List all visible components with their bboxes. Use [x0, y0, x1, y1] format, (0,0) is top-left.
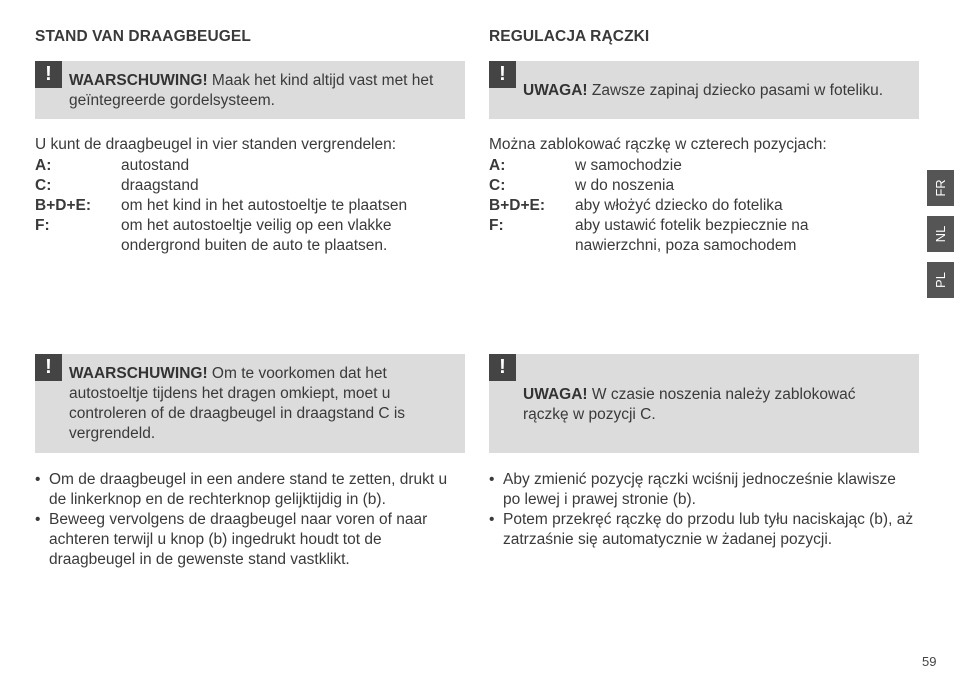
section-heading: STAND VAN DRAAGBEUGEL: [35, 28, 251, 45]
instruction-list: [489, 470, 919, 550]
position-key: F:: [35, 217, 50, 234]
instruction-text: Om de draagbeugel in een andere stand te zetten, drukt u de linkerknop en de rechterknop gelijktijdig in (b).: [49, 471, 448, 508]
position-value: w samochodzie: [575, 157, 682, 174]
positions-list: [35, 156, 465, 256]
instruction-item: [35, 510, 457, 570]
position-item: [489, 176, 919, 196]
instruction-text: Potem przekręć rączkę do przodu lub tyłu naciskając (b), aż zatrzaśnie się automatycznie w żadanej pozycji.: [503, 511, 914, 548]
position-item: [489, 196, 919, 216]
position-item: [35, 176, 465, 196]
language-tab-label: NL: [932, 225, 948, 243]
warning-body: Zawsze zapinaj dziecko pasami w foteliku.: [587, 82, 884, 99]
position-value: aby ustawić fotelik bezpiecznie na nawierzchni, poza samochodem: [575, 217, 809, 254]
instruction-text: Aby zmienić pozycję rączki wciśnij jednocześnie klawisze po lewej i prawej stronie (b).: [503, 471, 896, 508]
warning-body: Maak het kind altijd vast met het geïntegreerde gordelsysteem.: [69, 72, 434, 109]
instruction-list: [35, 470, 465, 570]
position-key: F:: [489, 217, 504, 234]
language-tab-label: FR: [932, 179, 948, 197]
position-value: autostand: [121, 157, 190, 174]
bullet-mark: •: [489, 511, 495, 528]
position-key: C:: [489, 177, 506, 194]
position-key: B+D+E:: [489, 197, 545, 214]
warning-icon: !: [35, 61, 62, 88]
warning-box: [489, 354, 919, 453]
position-value: aby włożyć dziecko do fotelika: [575, 197, 783, 214]
position-key: A:: [35, 157, 52, 174]
warning-icon: !: [489, 354, 516, 381]
position-key: C:: [35, 177, 52, 194]
bullet-mark: •: [35, 511, 41, 528]
instruction-item: [35, 470, 449, 510]
warning-label: WAARSCHUWING!: [69, 72, 208, 89]
position-item: [35, 216, 465, 256]
warning-box: [35, 354, 465, 453]
warning-icon: !: [489, 61, 516, 88]
position-item: [489, 216, 919, 256]
warning-text: [523, 385, 893, 425]
warning-body: W czasie noszenia należy zablokować rączkę w pozycji C.: [523, 386, 856, 423]
warning-text: [69, 364, 439, 444]
position-value: w do noszenia: [575, 177, 675, 194]
position-item: [35, 196, 465, 216]
warning-text: [523, 81, 915, 101]
warning-icon: !: [35, 354, 62, 381]
positions-list: [489, 156, 919, 256]
language-tab-fr[interactable]: [927, 170, 954, 206]
warning-body: Om te voorkomen dat het autostoeltje tijdens het dragen omkiept, moet u controleren of de draagbeugel in draagstand C is vergrendeld.: [69, 365, 406, 442]
position-key: B+D+E:: [35, 197, 91, 214]
language-tab-label: PL: [932, 272, 948, 288]
positions-intro: Można zablokować rączkę w czterech pozycjach:: [489, 136, 827, 153]
bullet-mark: •: [489, 471, 495, 488]
page-number: 59: [922, 654, 937, 669]
warning-label: UWAGA!: [523, 82, 588, 99]
position-value: draagstand: [121, 177, 199, 194]
warning-box: [35, 61, 465, 119]
instruction-item: [489, 470, 903, 510]
position-item: [489, 156, 919, 176]
instruction-item: [489, 510, 931, 550]
language-tab-pl[interactable]: [927, 262, 954, 298]
positions-intro: U kunt de draagbeugel in vier standen vergrendelen:: [35, 136, 397, 153]
warning-label: UWAGA!: [523, 386, 588, 403]
language-tab-nl[interactable]: [927, 216, 954, 252]
position-value: om het autostoeltje veilig op een vlakke ondergrond buiten de auto te plaatsen.: [121, 217, 392, 254]
position-item: [35, 156, 465, 176]
section-heading: REGULACJA RĄCZKI: [489, 28, 650, 45]
instruction-text: Beweeg vervolgens de draagbeugel naar voren of naar achteren terwijl u knop (b) ingedrukt houdt tot de draagbeugel in de gewenste stand vastklikt.: [49, 511, 428, 568]
position-key: A:: [489, 157, 506, 174]
warning-text: [69, 71, 461, 111]
bullet-mark: •: [35, 471, 41, 488]
position-value: om het kind in het autostoeltje te plaatsen: [121, 197, 408, 214]
warning-label: WAARSCHUWING!: [69, 365, 208, 382]
warning-box: [489, 61, 919, 119]
